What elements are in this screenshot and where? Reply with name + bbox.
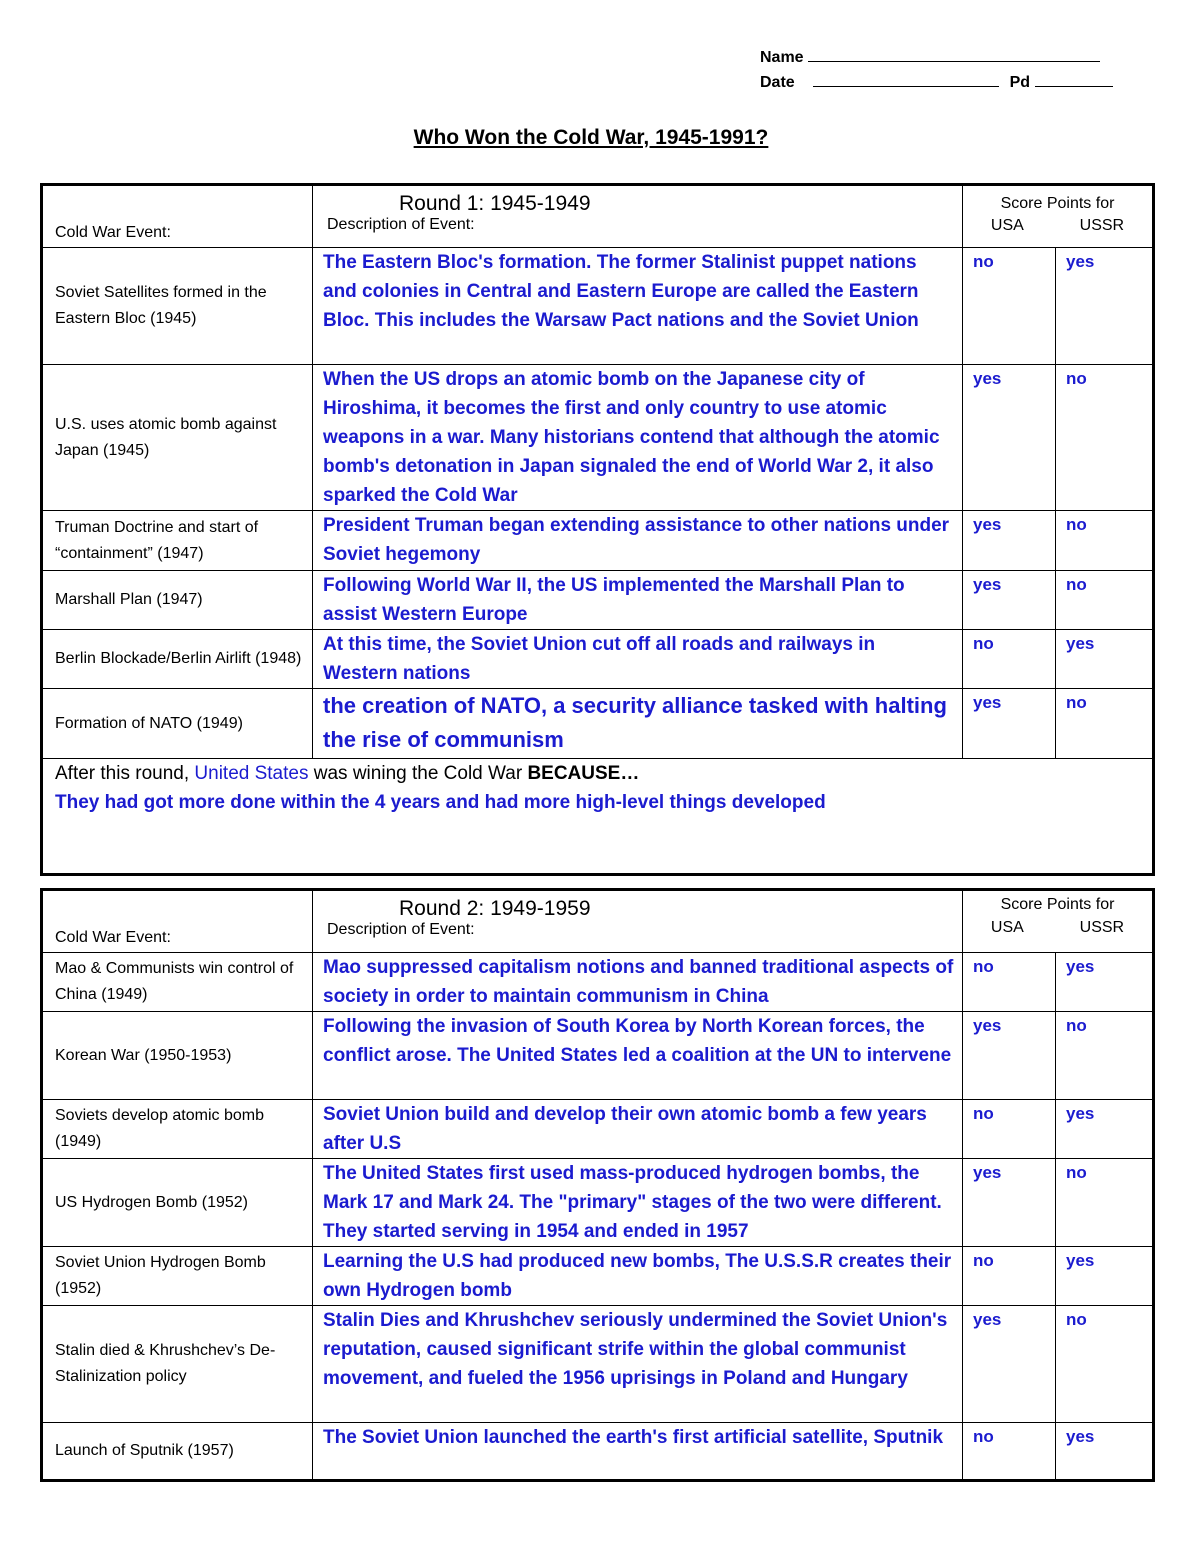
table-row <box>42 689 1154 759</box>
event-cell: Soviet Union Hydrogen Bomb (1952) <box>42 1247 313 1306</box>
ussr-score[interactable]: yes <box>1056 630 1154 689</box>
conclusion-because: BECAUSE… <box>527 763 640 784</box>
round-2-header <box>42 890 1154 953</box>
date-line <box>760 72 1113 92</box>
ussr-score[interactable]: yes <box>1056 953 1154 1012</box>
usa-score[interactable]: yes <box>963 1012 1056 1100</box>
pd-label: Pd <box>1009 74 1031 91</box>
name-line <box>760 47 1100 67</box>
conclusion-middle: was wining the Cold War <box>313 763 523 784</box>
table-row <box>42 953 1154 1012</box>
event-cell: U.S. uses atomic bomb against Japan (1945) <box>42 365 313 511</box>
table-row <box>42 571 1154 630</box>
event-cell: Formation of NATO (1949) <box>42 689 313 759</box>
round-2-table <box>40 888 1155 1482</box>
usa-score[interactable]: no <box>963 1100 1056 1159</box>
pd-field[interactable] <box>1035 72 1113 87</box>
ussr-score[interactable]: yes <box>1056 1100 1154 1159</box>
description-answer[interactable]: The United States first used mass-produced hydrogen bombs, the Mark 17 and Mark 24. The "primary" stages of the two were different. They started serving in 1954 and ended in 1957 <box>313 1159 963 1247</box>
table-row <box>42 1012 1154 1100</box>
ussr-score[interactable]: no <box>1056 1306 1154 1423</box>
score-points-header: Score Points for <box>1000 896 1115 913</box>
name-field[interactable] <box>808 47 1100 62</box>
ussr-column-label: USSR <box>1079 217 1125 234</box>
description-answer[interactable]: When the US drops an atomic bomb on the Japanese city of Hiroshima, it becomes the first and only country to use atomic weapons in a war. Many historians contend that although the atomic bomb's detonation in Japan signaled the end of World War 2, it also sparked the Cold War <box>313 365 963 511</box>
usa-score[interactable]: yes <box>963 1159 1056 1247</box>
ussr-score[interactable]: yes <box>1056 1423 1154 1481</box>
page-title: Who Won the Cold War, 1945-1991? <box>413 126 769 149</box>
usa-score[interactable]: yes <box>963 365 1056 511</box>
description-header: Description of Event: <box>327 216 475 233</box>
table-row <box>42 1247 1154 1306</box>
usa-score[interactable]: yes <box>963 511 1056 571</box>
round-1-table <box>40 183 1155 876</box>
event-cell: Korean War (1950-1953) <box>42 1012 313 1100</box>
usa-score[interactable]: no <box>963 953 1056 1012</box>
event-cell: Berlin Blockade/Berlin Airlift (1948) <box>42 630 313 689</box>
description-answer[interactable]: The Soviet Union launched the earth's first artificial satellite, Sputnik <box>313 1423 963 1481</box>
conclusion-row <box>42 759 1154 875</box>
table-row <box>42 248 1154 365</box>
table-row <box>42 1100 1154 1159</box>
usa-column-label: USA <box>990 217 1024 234</box>
usa-score[interactable]: yes <box>963 689 1056 759</box>
conclusion-winner[interactable]: United States <box>194 763 309 784</box>
table-row <box>42 630 1154 689</box>
description-answer[interactable]: President Truman began extending assistance to other nations under Soviet hegemony <box>313 511 963 571</box>
round-title: Round 2: 1949-1959 <box>399 897 591 920</box>
usa-score[interactable]: no <box>963 1247 1056 1306</box>
event-cell: Launch of Sputnik (1957) <box>42 1423 313 1481</box>
ussr-score[interactable]: yes <box>1056 1247 1154 1306</box>
description-answer[interactable]: At this time, the Soviet Union cut off all roads and railways in Western nations <box>313 630 963 689</box>
event-header: Cold War Event: <box>55 224 171 241</box>
usa-column-label: USA <box>990 919 1024 936</box>
conclusion-prefix: After this round, <box>55 763 190 784</box>
ussr-score[interactable]: no <box>1056 1012 1154 1100</box>
score-points-header: Score Points for <box>1000 195 1115 212</box>
ussr-score[interactable]: yes <box>1056 248 1154 365</box>
description-answer[interactable]: Learning the U.S had produced new bombs, The U.S.S.R creates their own Hydrogen bomb <box>313 1247 963 1306</box>
description-header: Description of Event: <box>327 921 475 938</box>
ussr-score[interactable]: no <box>1056 1159 1154 1247</box>
round-1-header <box>42 185 1154 248</box>
description-answer[interactable]: Following the invasion of South Korea by North Korean forces, the conflict arose. The United States led a coalition at the UN to intervene <box>313 1012 963 1100</box>
description-answer[interactable]: Mao suppressed capitalism notions and banned traditional aspects of society in order to maintain communism in China <box>313 953 963 1012</box>
usa-score[interactable]: yes <box>963 1306 1056 1423</box>
round-title: Round 1: 1945-1949 <box>399 192 591 215</box>
event-cell: Stalin died & Khrushchev’s De-Stalinization policy <box>42 1306 313 1423</box>
event-cell: Truman Doctrine and start of “containment” (1947) <box>42 511 313 571</box>
event-cell: Mao & Communists win control of China (1949) <box>42 953 313 1012</box>
event-cell: Soviets develop atomic bomb (1949) <box>42 1100 313 1159</box>
event-header: Cold War Event: <box>55 929 171 946</box>
description-answer[interactable]: Soviet Union build and develop their own atomic bomb a few years after U.S <box>313 1100 963 1159</box>
description-answer[interactable]: the creation of NATO, a security alliance tasked with halting the rise of communism <box>313 689 963 759</box>
date-field[interactable] <box>813 72 999 87</box>
table-row <box>42 1423 1154 1481</box>
usa-score[interactable]: no <box>963 630 1056 689</box>
usa-score[interactable]: yes <box>963 571 1056 630</box>
table-row <box>42 365 1154 511</box>
ussr-score[interactable]: no <box>1056 365 1154 511</box>
table-row <box>42 511 1154 571</box>
conclusion-reason[interactable]: They had got more done within the 4 years and had more high-level things developed <box>55 792 826 813</box>
usa-score[interactable]: no <box>963 1423 1056 1481</box>
event-cell: Soviet Satellites formed in the Eastern Bloc (1945) <box>42 248 313 365</box>
event-cell: US Hydrogen Bomb (1952) <box>42 1159 313 1247</box>
ussr-score[interactable]: no <box>1056 511 1154 571</box>
table-row <box>42 1159 1154 1247</box>
name-label: Name <box>760 49 804 66</box>
ussr-score[interactable]: no <box>1056 571 1154 630</box>
table-row <box>42 1306 1154 1423</box>
conclusion-cell <box>42 759 1154 875</box>
description-answer[interactable]: Following World War II, the US implemented the Marshall Plan to assist Western Europe <box>313 571 963 630</box>
usa-score[interactable]: no <box>963 248 1056 365</box>
ussr-column-label: USSR <box>1079 919 1125 936</box>
event-cell: Marshall Plan (1947) <box>42 571 313 630</box>
description-answer[interactable]: The Eastern Bloc's formation. The former Stalinist puppet nations and colonies in Central and Eastern Europe are called the Eastern Bloc. This includes the Warsaw Pact nations and the Soviet Union <box>313 248 963 365</box>
description-answer[interactable]: Stalin Dies and Khrushchev seriously undermined the Soviet Union's reputation, caused significant strife within the global communist movement, and fueled the 1956 uprisings in Poland and Hungary <box>313 1306 963 1423</box>
ussr-score[interactable]: no <box>1056 689 1154 759</box>
date-label: Date <box>760 74 795 91</box>
